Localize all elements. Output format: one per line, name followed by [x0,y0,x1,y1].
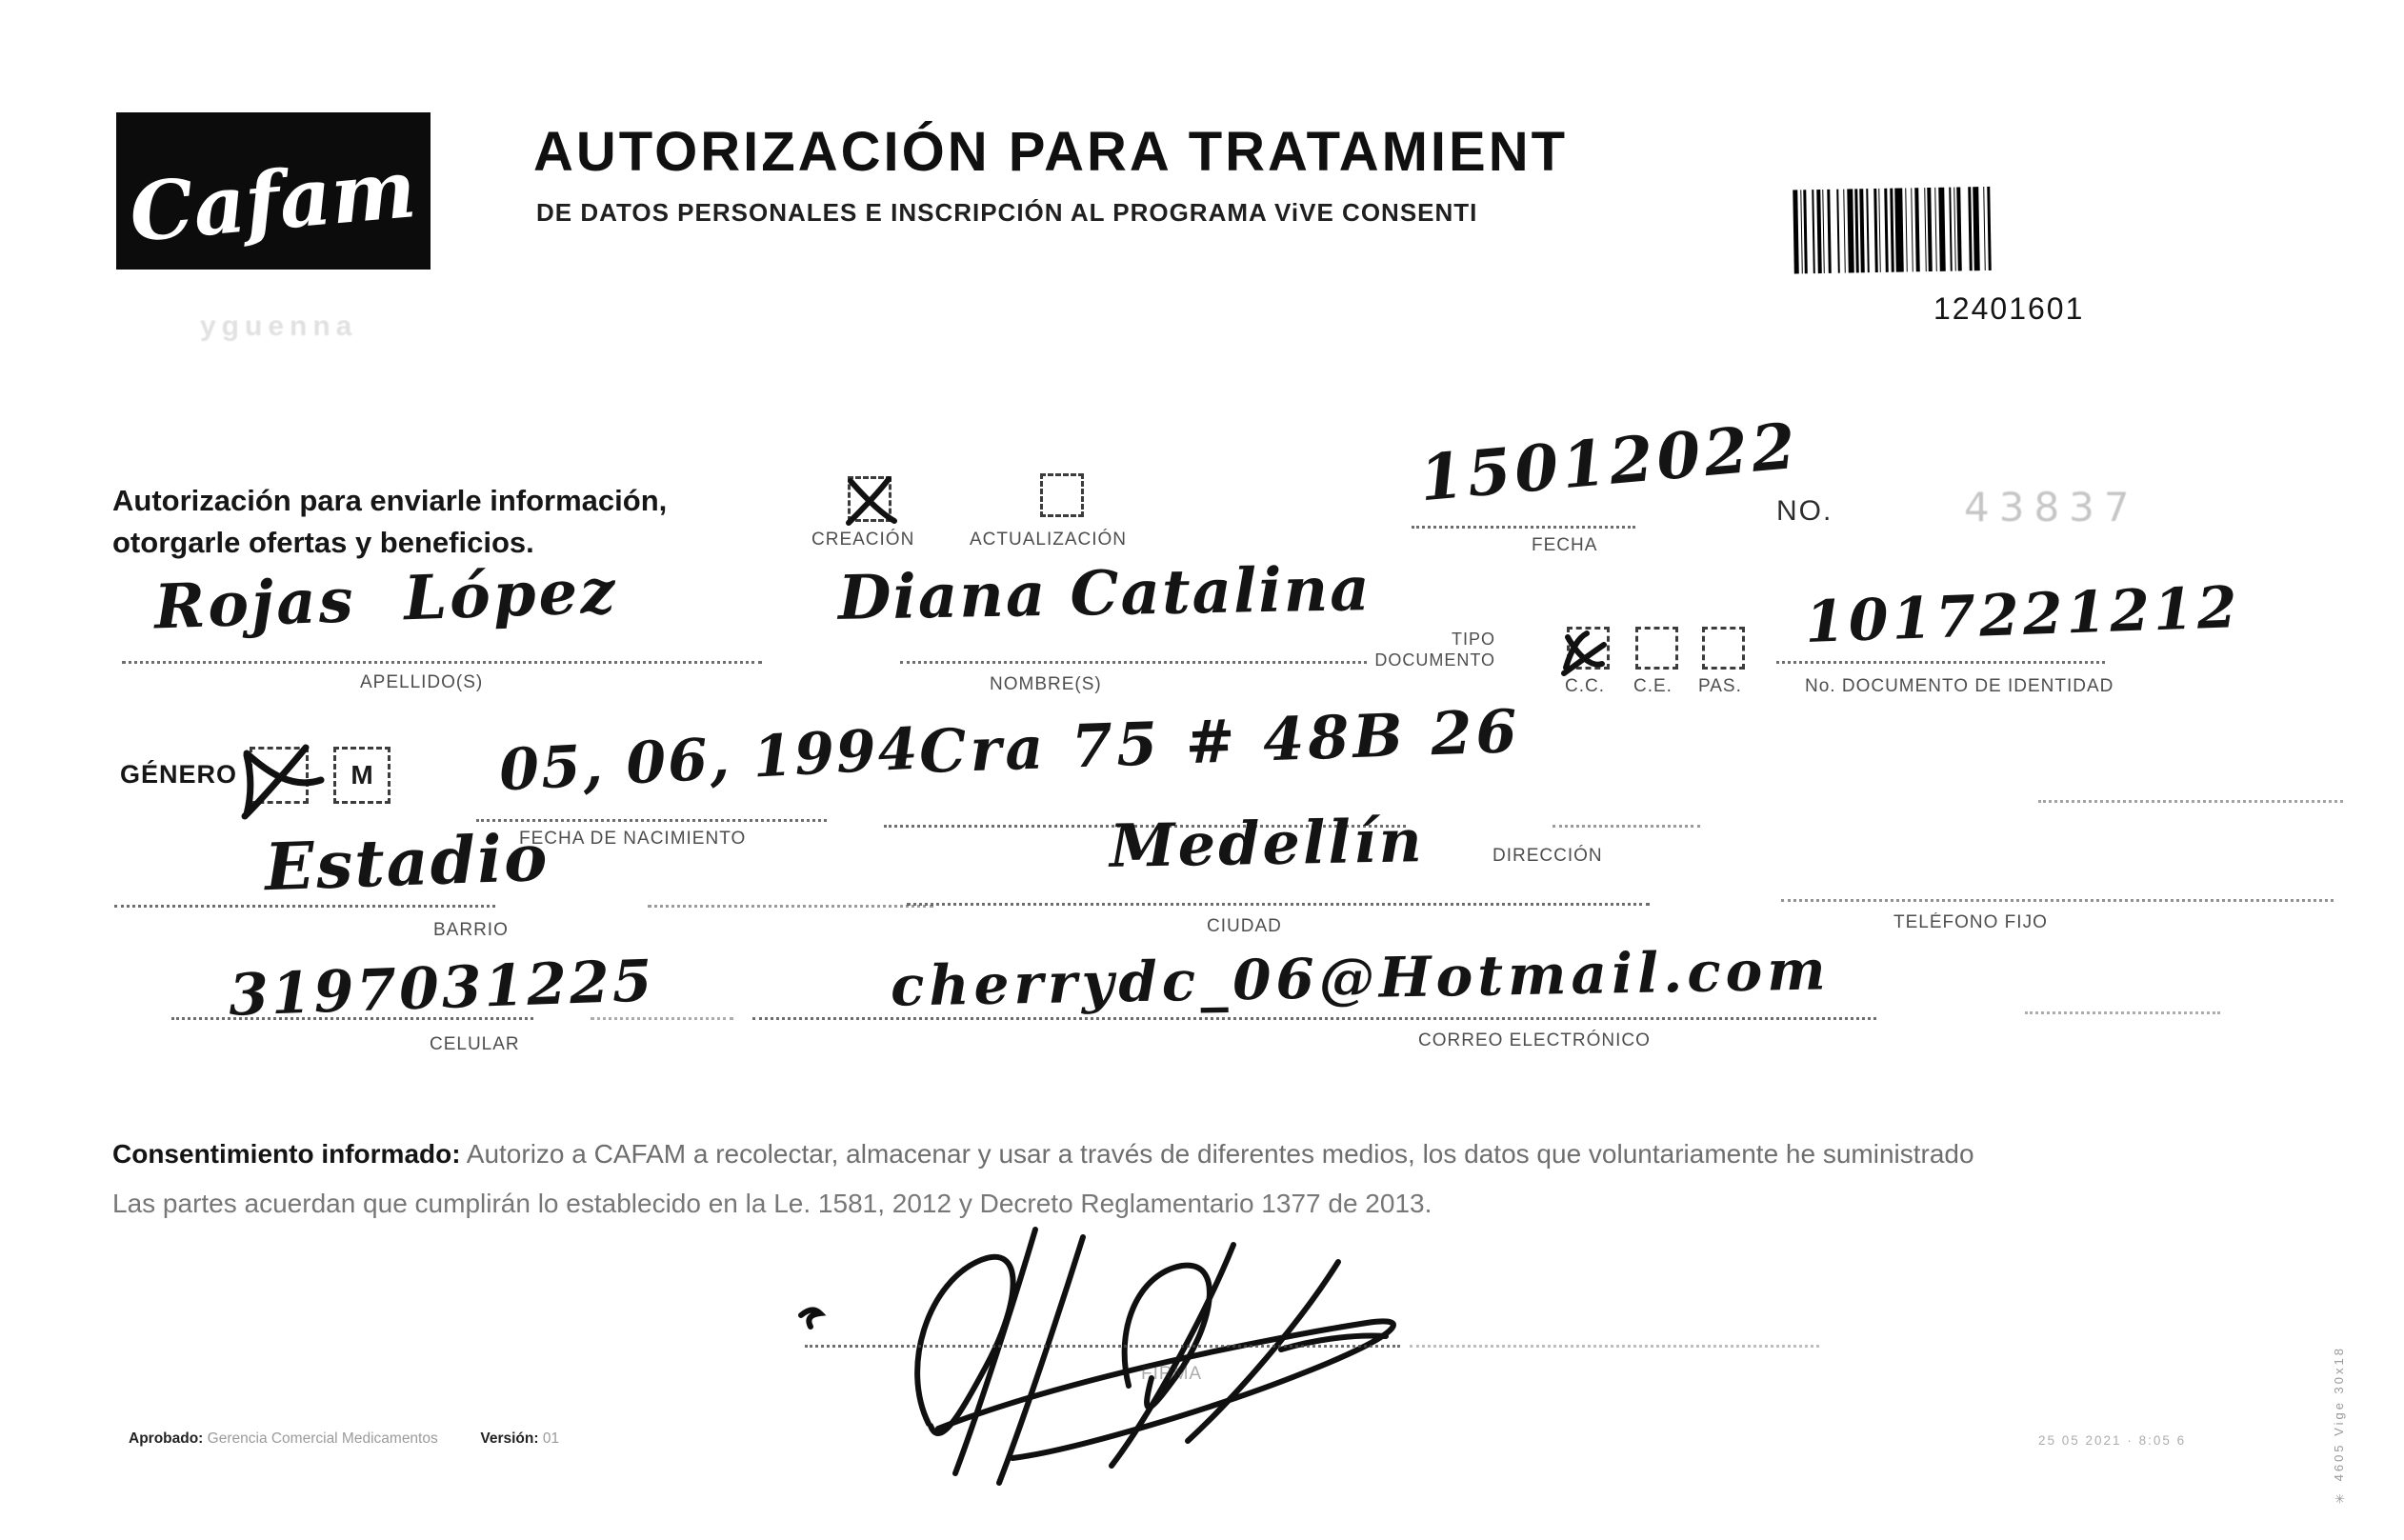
barcode-number: 12401601 [1933,291,2085,326]
nombres-value: Diana Catalina [837,553,1372,634]
page-subtitle: DE DATOS PERSONALES E INSCRIPCIÓN AL PROGRAMA ViVE CONSENTI [536,198,1478,227]
row2-right-line [2038,800,2343,803]
actualizacion-checkbox [1040,473,1084,517]
ce-label: C.E. [1633,676,1673,696]
celular-label: CELULAR [430,1034,520,1054]
genero-m-checkbox [333,747,391,804]
barrio-value: Estadio [263,819,551,907]
logo-wordmark: Cafam [126,141,420,260]
version-value: 01 [538,1430,560,1447]
genero-f-checkmark-icon [237,740,329,822]
cc-checkmark-icon [1560,626,1621,683]
telefono-fijo-line [1781,899,2334,902]
signature [786,1224,1433,1490]
ce-checkbox [1635,627,1678,670]
consentimiento-parrafo-2: Las partes acuerdan que cumplirán lo establecido en la Le. 1581, 2012 y Decreto Reglamentario 1377 de 2013. [112,1189,1432,1218]
correo-line-2 [2025,1011,2220,1014]
celular-line [171,1017,533,1020]
fecha-value: 15012022 [1416,408,1803,516]
pas-label: PAS. [1698,676,1742,696]
intro-line-1: Autorización para enviarle información, [112,484,668,517]
genero-m-label: M [351,760,373,790]
direccion-line-2 [1553,825,1700,828]
documento-line [1776,661,2105,664]
creacion-checkmark-icon [843,473,900,529]
barrio-label: BARRIO [433,920,509,940]
fecha-line [1412,526,1635,529]
creacion-label: CREACIÓN [811,530,915,550]
cc-label: C.C. [1565,676,1605,696]
side-margin-text: ✳ 4605 Vige 30x18 [2332,1346,2346,1505]
pas-checkbox [1702,627,1745,670]
telefono-fijo-label: TELÉFONO FIJO [1893,912,2048,932]
ciudad-value: Medellín [1109,806,1426,881]
aprobado-label: Aprobado: [129,1430,204,1447]
footer-left [129,1430,559,1448]
apellidos-line [122,661,762,664]
actualizacion-label: ACTUALIZACIÓN [970,530,1128,550]
fecha-nacimiento-value: 05, 06, 1994 [497,715,922,805]
direccion-label: DIRECCIÓN [1492,846,1603,866]
numero-value: 43837 [1964,484,2139,530]
cc-checkbox [1567,627,1610,670]
aprobado-value: Gerencia Comercial Medicamentos [203,1430,438,1447]
firma-line-2 [1410,1345,1819,1348]
fecha-nacimiento-label: FECHA DE NACIMIENTO [519,829,747,849]
barrio-line [114,905,495,908]
correo-label: CORREO ELECTRÓNICO [1418,1030,1651,1050]
apellidos-label: APELLIDO(S) [360,672,484,692]
page-title: AUTORIZACIÓN PARA TRATAMIENT [533,121,1569,183]
documento-label: No. DOCUMENTO DE IDENTIDAD [1805,676,2114,696]
consentimiento-titulo: Consentimiento informado: [112,1139,461,1169]
footer-right: 25 05 2021 · 8:05 6 [2038,1433,2187,1448]
tipo-documento-label-line2: DOCUMENTO [1374,650,1495,670]
barrio-line-2 [648,905,933,908]
ciudad-label: CIUDAD [1207,916,1282,936]
celular-line-2 [591,1017,733,1020]
intro-line-2: otorgarle ofertas y beneficios. [112,526,534,559]
celular-value: 3197031225 [227,948,656,1030]
cafam-logo [116,112,431,270]
nombres-line [900,661,1367,664]
fecha-label: FECHA [1532,535,1598,555]
tipo-documento-label-line1: TIPO [1451,630,1495,649]
numero-label: NO. [1776,495,1833,527]
correo-line [752,1017,1876,1020]
firma-label: FIRMA [1141,1364,1203,1384]
documento-value: 1017221212 [1803,574,2242,656]
direccion-value: Cra 75 # 48B 26 [917,695,1522,788]
consentimiento-texto: Autorizo a CAFAM a recolectar, almacenar y usar a través de diferentes medios, los datos que voluntariamente he suministrado [460,1139,1974,1169]
version-label: Versión: [480,1430,539,1447]
genero-f-checkbox [250,747,309,804]
creacion-checkbox [848,476,891,522]
barcode [1793,183,2176,273]
ghost-stamp: yguenna [200,310,358,342]
apellidos-value: Rojas López [152,555,619,644]
genero-label: GÉNERO [120,760,238,789]
firma-line [805,1345,1400,1348]
nombres-label: NOMBRE(S) [990,674,1102,694]
tipo-documento-label [1372,629,1495,670]
correo-value: cherrydc_06@Hotmail.com [890,937,1832,1019]
consentimiento-parrafo-1 [112,1139,1974,1170]
ciudad-line [907,903,1650,906]
